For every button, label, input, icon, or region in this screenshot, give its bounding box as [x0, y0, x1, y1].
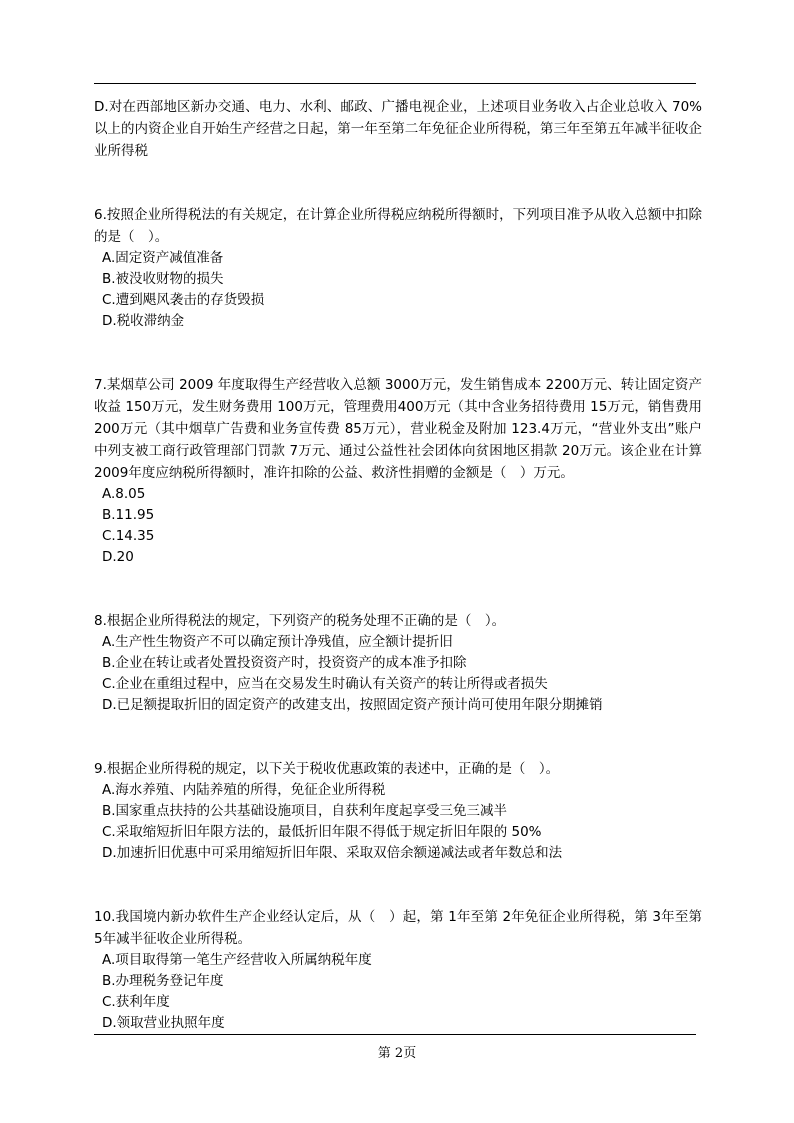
answer-option: D.已足额提取折旧的固定资产的改建支出，按照固定资产预计尚可使用年限分期摊销 — [102, 697, 603, 713]
answer-option: C.采取缩短折旧年限方法的，最低折旧年限不得低于规定折旧年限的 50% — [102, 824, 542, 840]
answer-option: D.税收滞纳金 — [102, 313, 185, 329]
answer-option: D.领取营业执照年度 — [102, 1015, 225, 1031]
question-block — [94, 758, 702, 864]
answer-option: A.固定资产减值准备 — [102, 250, 224, 266]
question-block — [94, 610, 702, 716]
question-stem: 6.按照企业所得税法的有关规定，在计算企业所得税应纳税所得额时，下列项目准予从收入总额中扣除的是（ ）。 — [94, 207, 702, 245]
answer-option: C.获利年度 — [102, 994, 170, 1010]
option-continuation: D.对在西部地区新办交通、电力、水利、邮政、广播电视企业，上述项目业务收入占企业总收入 70%以上的内资企业自开始生产经营之日起，第一年至第二年免征企业所得税，第三年至第五年减半征收企业所得税 — [94, 99, 702, 159]
answer-option: B.办理税务登记年度 — [102, 973, 224, 989]
answer-option: A.海水养殖、内陆养殖的所得，免征企业所得税 — [102, 782, 386, 798]
question-stem: 9.根据企业所得税的规定，以下关于税收优惠政策的表述中，正确的是（ ）。 — [94, 761, 560, 777]
question-stem: 10.我国境内新办软件生产企业经认定后，从（ ）起，第 1年至第 2年免征企业所得税，第 3年至第 5年减半征收企业所得税。 — [94, 909, 702, 947]
question-stem: 8.根据企业所得税法的规定，下列资产的税务处理不正确的是（ ）。 — [94, 613, 506, 629]
question-stem: 7.某烟草公司 2009 年度取得生产经营收入总额 3000万元，发生销售成本 2200万元、转让固定资产收益 150万元，发生财务费用 100万元，管理费用400万元（其中含业务招待费用 15万元，销售费用 200万元（其中烟草广告费和业务宣传费 85万元），营业税金及附加 123.4万元，“营业外支出”账户中列支被工商行政管理部门罚款 7万元、通过公益性社会团体向贫困地区捐款 20万元。该企业在计算 2009年度应纳税所得额时，准许扣除的公益、救济性捐赠的金额是（ ）万元。 — [94, 377, 702, 481]
question-block — [94, 204, 702, 332]
answer-option: A.生产性生物资产不可以确定预计净残值，应全额计提折旧 — [102, 634, 453, 650]
question-block — [94, 906, 702, 1034]
answer-option: A.项目取得第一笔生产经营收入所属纳税年度 — [102, 952, 372, 968]
answer-option: B.国家重点扶持的公共基础设施项目，自获利年度起享受三免三减半 — [102, 803, 508, 819]
question-block — [94, 374, 702, 568]
footer-rule — [94, 1034, 696, 1035]
answer-option: B.被没收财物的损失 — [102, 271, 224, 287]
answer-option: D.20 — [102, 549, 134, 565]
answer-option: A.8.05 — [102, 486, 146, 502]
document-body — [94, 96, 702, 1034]
answer-option: C.遭到飓风袭击的存货毁损 — [102, 292, 265, 308]
answer-option: C.14.35 — [102, 528, 155, 544]
answer-option: D.加速折旧优惠中可采用缩短折旧年限、采取双倍余额递减法或者年数总和法 — [102, 845, 563, 861]
answer-option: C.企业在重组过程中，应当在交易发生时确认有关资产的转让所得或者损失 — [102, 676, 548, 692]
header-rule — [94, 83, 696, 84]
answer-option: B.11.95 — [102, 507, 155, 523]
page-number: 第 2页 — [377, 1046, 417, 1061]
question-list — [94, 204, 702, 1034]
answer-option: B.企业在转让或者处置投资资产时，投资资产的成本准予扣除 — [102, 655, 467, 671]
